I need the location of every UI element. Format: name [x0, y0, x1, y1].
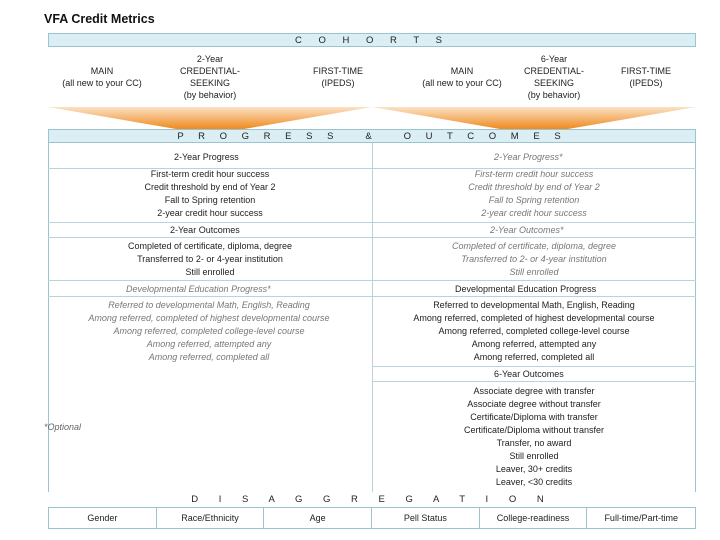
list-item: Completed of certificate, diploma, degree — [451, 241, 617, 251]
left-arrow-shape — [48, 107, 372, 129]
right-progress-list — [434, 168, 634, 220]
list-item: Still enrolled — [185, 267, 235, 277]
divider-line — [48, 296, 696, 297]
disagg-readiness: College-readiness — [480, 508, 588, 528]
cohort-line: (all new to your CC) — [422, 78, 502, 88]
right-six-year-list — [434, 385, 634, 489]
optional-note: *Optional — [44, 422, 82, 432]
right-progress-title: 2-Year Progress* — [494, 152, 563, 162]
list-item: Transferred to 2- or 4-year institution — [461, 254, 607, 264]
list-item: Among referred, completed of highest developmental course — [413, 313, 655, 323]
progress-outcomes-band: P R O G R E S S & O U T C O M E S — [48, 129, 696, 143]
disagg-fulltime: Full-time/Part-time — [604, 513, 678, 523]
cohort-line: FIRST-TIME — [313, 66, 363, 76]
disaggregation-row — [48, 507, 696, 529]
cohort-line: CREDENTIAL- — [523, 66, 584, 76]
divider-line — [48, 222, 696, 223]
disaggregation-band: D I S A G G R E G A T I O N — [48, 492, 696, 506]
cohort-6yr-firsttime — [596, 47, 696, 107]
list-item: Fall to Spring retention — [164, 195, 256, 205]
cohort-2yr-firsttime — [264, 47, 372, 107]
right-dev-list — [386, 299, 682, 364]
right-arrow-shape — [372, 107, 696, 129]
right-outcomes-title: 2-Year Outcomes* — [490, 225, 564, 235]
list-item: Associate degree without transfer — [467, 399, 601, 409]
cohorts-band: C O H O R T S — [48, 33, 696, 47]
cohort-6yr-credential — [512, 47, 596, 107]
cohort-line: MAIN — [450, 66, 474, 76]
list-item: Credit threshold by end of Year 2 — [144, 182, 276, 192]
cohort-2yr-credential — [156, 47, 264, 107]
cohort-line: FIRST-TIME — [621, 66, 671, 76]
cohort-line: (IPEDS) — [321, 78, 355, 88]
page-title: VFA Credit Metrics — [44, 12, 155, 26]
list-item: Leaver, 30+ credits — [495, 464, 573, 474]
list-item: Among referred, attempted any — [471, 339, 597, 349]
cohort-line: (all new to your CC) — [62, 78, 142, 88]
column-divider — [372, 143, 373, 492]
list-item: First-term credit hour success — [474, 169, 594, 179]
cohort-line: MAIN — [90, 66, 114, 76]
left-outcomes-title: 2-Year Outcomes — [170, 225, 240, 235]
cohort-line: (IPEDS) — [629, 78, 663, 88]
list-item: Referred to developmental Math, English, Reading — [108, 300, 310, 310]
list-item: Fall to Spring retention — [488, 195, 580, 205]
list-item: First-term credit hour success — [150, 169, 270, 179]
left-progress-title: 2-Year Progress — [174, 152, 239, 162]
list-item: Credit threshold by end of Year 2 — [468, 182, 600, 192]
list-item: Among referred, completed of highest developmental course — [88, 313, 330, 323]
list-item: Associate degree with transfer — [473, 386, 595, 396]
disagg-gender: Gender — [49, 508, 157, 528]
list-item: Transferred to 2- or 4-year institution — [137, 254, 283, 264]
list-item: Transfer, no award — [496, 438, 572, 448]
list-item: Among referred, completed all — [473, 352, 595, 362]
divider-line — [48, 280, 696, 281]
left-dev-title: Developmental Education Progress* — [126, 284, 271, 294]
list-item: Among referred, completed college-level course — [113, 326, 305, 336]
disagg-pell: Pell Status — [372, 508, 480, 528]
list-item: Certificate/Diploma with transfer — [470, 412, 598, 422]
left-progress-list — [110, 168, 310, 220]
disagg-race: Race/Ethnicity — [157, 508, 265, 528]
cohort-line: 6-Year — [540, 54, 568, 64]
divider-line — [372, 366, 696, 367]
cohort-row — [48, 47, 696, 107]
cohort-line: 2-Year — [196, 54, 224, 64]
list-item: Still enrolled — [509, 267, 559, 277]
list-item: Among referred, completed all — [148, 352, 270, 362]
cohort-line: (by behavior) — [527, 90, 581, 100]
list-item: 2-year credit hour success — [157, 208, 263, 218]
right-dev-title: Developmental Education Progress — [455, 284, 597, 294]
cohort-6yr-main — [372, 47, 512, 107]
list-item: Still enrolled — [509, 451, 559, 461]
right-outcomes-list — [414, 240, 654, 279]
divider-line — [372, 381, 696, 382]
cohort-line: SEEKING — [189, 78, 230, 88]
left-outcomes-list — [90, 240, 330, 279]
cohort-line: (by behavior) — [183, 90, 237, 100]
cohort-2yr-main — [48, 47, 156, 107]
left-dev-list — [64, 299, 354, 364]
list-item: Among referred, attempted any — [146, 339, 272, 349]
right-six-year-title: 6-Year Outcomes — [494, 369, 564, 379]
cohort-line: CREDENTIAL- — [179, 66, 240, 76]
list-item: Leaver, <30 credits — [495, 477, 573, 487]
list-item: Completed of certificate, diploma, degree — [127, 241, 293, 251]
list-item: Referred to developmental Math, English, Reading — [433, 300, 635, 310]
disagg-age: Age — [264, 508, 372, 528]
list-item: 2-year credit hour success — [481, 208, 587, 218]
divider-line — [48, 237, 696, 238]
list-item: Among referred, completed college-level course — [438, 326, 630, 336]
list-item: Certificate/Diploma without transfer — [463, 425, 605, 435]
cohort-line: SEEKING — [533, 78, 574, 88]
